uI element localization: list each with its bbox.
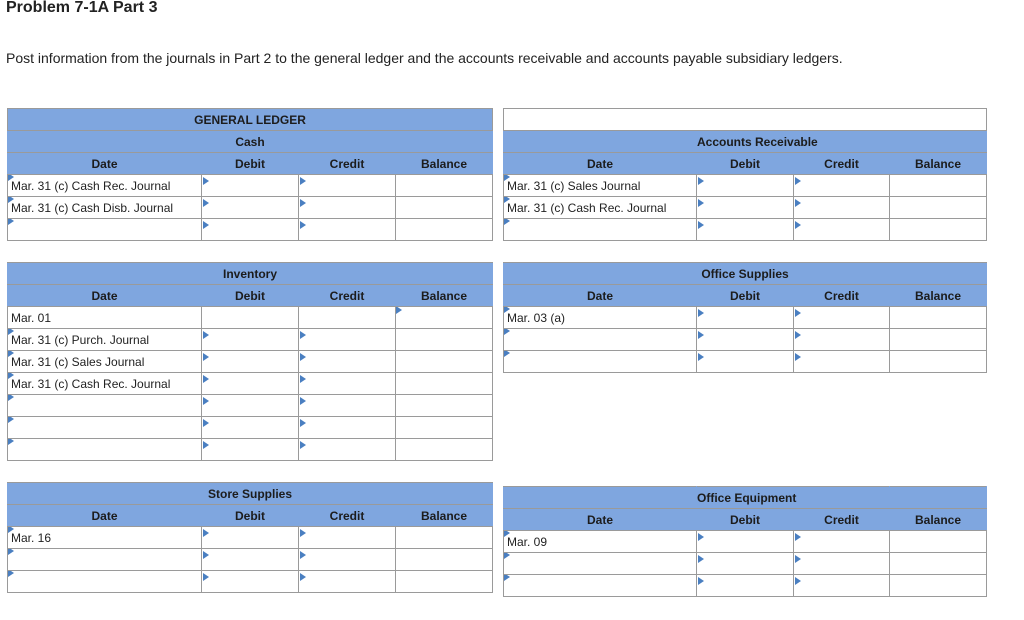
dropdown-arrow-icon	[795, 331, 801, 339]
dropdown-arrow-icon	[504, 329, 510, 336]
cash-debit-input[interactable]	[202, 175, 299, 197]
office-supplies-balance-header: Balance	[890, 285, 987, 307]
cash-credit-input[interactable]	[299, 197, 396, 219]
office-equipment-credit-header: Credit	[794, 509, 890, 531]
cash-balance-input[interactable]	[396, 175, 493, 197]
office-equipment-debit-input[interactable]	[697, 553, 794, 575]
dropdown-arrow-icon	[300, 375, 306, 383]
ar-row-3	[504, 219, 987, 241]
inventory-balance-input[interactable]	[396, 307, 493, 329]
dropdown-arrow-icon	[8, 351, 14, 358]
ar-debit-input[interactable]	[697, 197, 794, 219]
inventory-credit-input[interactable]	[299, 373, 396, 395]
office-supplies-credit-input[interactable]	[794, 329, 890, 351]
office-equipment-credit-input[interactable]	[794, 553, 890, 575]
dropdown-arrow-icon	[8, 417, 14, 424]
office-supplies-row-1	[504, 307, 987, 329]
office-equipment-row-1	[504, 531, 987, 553]
cash-account-name: Cash	[202, 131, 299, 153]
office-equipment-date-cell[interactable]	[504, 553, 697, 575]
office-equipment-debit-input[interactable]	[697, 575, 794, 597]
dropdown-arrow-icon	[203, 573, 209, 581]
instructions-text: Post information from the journals in Part 2 to the general ledger and the accounts receivable and accounts payable subsidiary ledgers.	[6, 50, 843, 66]
store-supplies-date-cell[interactable]	[8, 549, 202, 571]
dropdown-arrow-icon	[300, 221, 306, 229]
office-supplies-credit-input[interactable]	[794, 307, 890, 329]
dropdown-arrow-icon	[8, 527, 14, 534]
dropdown-arrow-icon	[795, 221, 801, 229]
dropdown-arrow-icon	[795, 555, 801, 563]
dropdown-arrow-icon	[504, 219, 510, 226]
dropdown-arrow-icon	[203, 551, 209, 559]
dropdown-arrow-icon	[504, 553, 510, 560]
ar-debit-input[interactable]	[697, 219, 794, 241]
ar-debit-input[interactable]	[697, 175, 794, 197]
inventory-date-cell[interactable]	[8, 395, 202, 417]
dropdown-arrow-icon	[698, 353, 704, 361]
office-supplies-debit-input[interactable]	[697, 329, 794, 351]
dropdown-arrow-icon	[203, 221, 209, 229]
office-supplies-balance-input[interactable]	[890, 351, 987, 373]
inventory-date-cell[interactable]: Mar. 31 (c) Cash Rec. Journal	[8, 373, 202, 395]
store-supplies-debit-input[interactable]	[202, 549, 299, 571]
dropdown-arrow-icon	[698, 177, 704, 185]
dropdown-arrow-icon	[698, 221, 704, 229]
dropdown-arrow-icon	[795, 177, 801, 185]
dropdown-arrow-icon	[203, 441, 209, 449]
dropdown-arrow-icon	[8, 549, 14, 556]
dropdown-arrow-icon	[8, 439, 14, 446]
inventory-balance-input[interactable]	[396, 417, 493, 439]
dropdown-arrow-icon	[203, 375, 209, 383]
cash-balance-input[interactable]	[396, 219, 493, 241]
inventory-date-cell[interactable]: Mar. 31 (c) Sales Journal	[8, 351, 202, 373]
office-supplies-account-name: Office Supplies	[697, 263, 794, 285]
dropdown-arrow-icon	[795, 533, 801, 541]
office-equipment-balance-input[interactable]	[890, 531, 987, 553]
dropdown-arrow-icon	[203, 199, 209, 207]
page-title: Problem 7-1A Part 3	[6, 0, 158, 16]
store-supplies-date-cell[interactable]: Mar. 16	[8, 527, 202, 549]
inventory-balance-input[interactable]	[396, 373, 493, 395]
inventory-credit-input[interactable]	[299, 439, 396, 461]
dropdown-arrow-icon	[698, 533, 704, 541]
dropdown-arrow-icon	[300, 441, 306, 449]
office-equipment-date-cell[interactable]: Mar. 09	[504, 531, 697, 553]
office-supplies-debit-input[interactable]	[697, 307, 794, 329]
store-supplies-balance-header: Balance	[396, 505, 493, 527]
inventory-credit-input[interactable]	[299, 395, 396, 417]
dropdown-arrow-icon	[300, 331, 306, 339]
ar-credit-header: Credit	[794, 153, 890, 175]
ar-row-1	[504, 175, 987, 197]
store-supplies-debit-input[interactable]	[202, 571, 299, 593]
dropdown-arrow-icon	[8, 571, 14, 578]
inventory-account-name: Inventory	[202, 263, 299, 285]
inventory-row-5	[8, 395, 493, 417]
office-supplies-debit-input[interactable]	[697, 351, 794, 373]
office-supplies-date-header: Date	[504, 285, 697, 307]
inventory-debit-input[interactable]	[202, 351, 299, 373]
inventory-row-3	[8, 351, 493, 373]
inventory-row-4	[8, 373, 493, 395]
ar-date-header: Date	[504, 153, 697, 175]
store-supplies-balance-input[interactable]	[396, 527, 493, 549]
dropdown-arrow-icon	[300, 573, 306, 581]
dropdown-arrow-icon	[504, 307, 510, 314]
dropdown-arrow-icon	[8, 175, 14, 182]
inventory-credit-input[interactable]	[299, 351, 396, 373]
office-supplies-balance-input[interactable]	[890, 329, 987, 351]
dropdown-arrow-icon	[8, 197, 14, 204]
inventory-date-cell[interactable]: Mar. 01	[8, 307, 202, 329]
cash-date-cell[interactable]: Mar. 31 (c) Cash Disb. Journal	[8, 197, 202, 219]
cash-debit-header: Debit	[202, 153, 299, 175]
dropdown-arrow-icon	[795, 199, 801, 207]
inventory-balance-input[interactable]	[396, 439, 493, 461]
ar-balance-header: Balance	[890, 153, 987, 175]
inventory-debit-input[interactable]	[202, 329, 299, 351]
cash-balance-input[interactable]	[396, 197, 493, 219]
inventory-balance-input[interactable]	[396, 351, 493, 373]
inventory-credit-input[interactable]	[299, 329, 396, 351]
office-equipment-date-cell[interactable]	[504, 575, 697, 597]
store-supplies-credit-input[interactable]	[299, 549, 396, 571]
office-equipment-debit-header: Debit	[697, 509, 794, 531]
dropdown-arrow-icon	[795, 353, 801, 361]
office-supplies-debit-header: Debit	[697, 285, 794, 307]
dropdown-arrow-icon	[300, 419, 306, 427]
office-equipment-account-name: Office Equipment	[697, 487, 890, 509]
ar-row-2	[504, 197, 987, 219]
office-supplies-date-cell[interactable]	[504, 329, 697, 351]
dropdown-arrow-icon	[203, 177, 209, 185]
office-equipment-credit-input[interactable]	[794, 575, 890, 597]
ar-balance-input[interactable]	[890, 175, 987, 197]
cash-row-1	[8, 175, 493, 197]
dropdown-arrow-icon	[504, 531, 510, 538]
dropdown-arrow-icon	[698, 199, 704, 207]
store-supplies-balance-input[interactable]	[396, 571, 493, 593]
inventory-debit-input[interactable]	[202, 395, 299, 417]
cash-date-header: Date	[8, 153, 202, 175]
office-equipment-credit-input[interactable]	[794, 531, 890, 553]
office-equipment-date-header: Date	[504, 509, 697, 531]
dropdown-arrow-icon	[698, 309, 704, 317]
general-ledger-heading: GENERAL LEDGER	[8, 109, 493, 131]
ar-credit-input[interactable]	[794, 175, 890, 197]
office-equipment-balance-input[interactable]	[890, 553, 987, 575]
inventory-debit-header: Debit	[202, 285, 299, 307]
dropdown-arrow-icon	[300, 529, 306, 537]
inventory-debit-input[interactable]	[202, 439, 299, 461]
accounts-receivable-account-name: Accounts Receivable	[697, 131, 890, 153]
office-supplies-date-cell[interactable]: Mar. 03 (a)	[504, 307, 697, 329]
office-supplies-balance-input[interactable]	[890, 307, 987, 329]
dropdown-arrow-icon	[300, 551, 306, 559]
inventory-row-2	[8, 329, 493, 351]
dropdown-arrow-icon	[504, 351, 510, 358]
inventory-balance-input[interactable]	[396, 329, 493, 351]
store-supplies-date-header: Date	[8, 505, 202, 527]
inventory-balance-header: Balance	[396, 285, 493, 307]
ar-debit-header: Debit	[697, 153, 794, 175]
dropdown-arrow-icon	[396, 307, 402, 315]
dropdown-arrow-icon	[795, 309, 801, 317]
dropdown-arrow-icon	[300, 397, 306, 405]
cash-debit-input[interactable]	[202, 197, 299, 219]
cash-balance-header: Balance	[396, 153, 493, 175]
store-supplies-account-name: Store Supplies	[202, 483, 299, 505]
ar-credit-input[interactable]	[794, 197, 890, 219]
store-supplies-row-1	[8, 527, 493, 549]
store-supplies-debit-header: Debit	[202, 505, 299, 527]
general-ledger-table	[7, 108, 493, 593]
cash-credit-input[interactable]	[299, 175, 396, 197]
inventory-balance-input[interactable]	[396, 395, 493, 417]
store-supplies-debit-input[interactable]	[202, 527, 299, 549]
inventory-credit-input[interactable]	[299, 307, 396, 329]
office-equipment-balance-input[interactable]	[890, 575, 987, 597]
cash-row-2	[8, 197, 493, 219]
inventory-debit-input[interactable]	[202, 307, 299, 329]
dropdown-arrow-icon	[203, 397, 209, 405]
cash-credit-input[interactable]	[299, 219, 396, 241]
dropdown-arrow-icon	[300, 353, 306, 361]
inventory-row-7	[8, 439, 493, 461]
inventory-date-header: Date	[8, 285, 202, 307]
cash-date-cell[interactable]	[8, 219, 202, 241]
dropdown-arrow-icon	[8, 219, 14, 226]
dropdown-arrow-icon	[795, 577, 801, 585]
store-supplies-credit-header: Credit	[299, 505, 396, 527]
store-supplies-credit-input[interactable]	[299, 571, 396, 593]
dropdown-arrow-icon	[300, 177, 306, 185]
inventory-row-1	[8, 307, 493, 329]
cash-credit-header: Credit	[299, 153, 396, 175]
inventory-date-cell[interactable]	[8, 439, 202, 461]
inventory-credit-input[interactable]	[299, 417, 396, 439]
dropdown-arrow-icon	[203, 529, 209, 537]
cash-debit-input[interactable]	[202, 219, 299, 241]
office-equipment-row-3	[504, 575, 987, 597]
cash-date-cell[interactable]: Mar. 31 (c) Cash Rec. Journal	[8, 175, 202, 197]
inventory-date-cell[interactable]: Mar. 31 (c) Purch. Journal	[8, 329, 202, 351]
office-supplies-date-cell[interactable]	[504, 351, 697, 373]
office-supplies-credit-input[interactable]	[794, 351, 890, 373]
inventory-debit-input[interactable]	[202, 417, 299, 439]
ar-balance-input[interactable]	[890, 219, 987, 241]
ar-date-cell[interactable]: Mar. 31 (c) Sales Journal	[504, 175, 697, 197]
office-supplies-row-3	[504, 351, 987, 373]
inventory-date-cell[interactable]	[8, 417, 202, 439]
ar-date-cell[interactable]: Mar. 31 (c) Cash Rec. Journal	[504, 197, 697, 219]
right-top-blank	[504, 109, 987, 131]
dropdown-arrow-icon	[203, 331, 209, 339]
cash-row-3	[8, 219, 493, 241]
dropdown-arrow-icon	[300, 199, 306, 207]
dropdown-arrow-icon	[8, 395, 14, 402]
office-equipment-debit-input[interactable]	[697, 531, 794, 553]
dropdown-arrow-icon	[8, 329, 14, 336]
office-equipment-table	[503, 486, 987, 597]
inventory-credit-header: Credit	[299, 285, 396, 307]
store-supplies-row-2	[8, 549, 493, 571]
dropdown-arrow-icon	[504, 197, 510, 204]
store-supplies-date-cell[interactable]	[8, 571, 202, 593]
ar-date-cell[interactable]	[504, 219, 697, 241]
office-supplies-credit-header: Credit	[794, 285, 890, 307]
store-supplies-balance-input[interactable]	[396, 549, 493, 571]
dropdown-arrow-icon	[8, 373, 14, 380]
office-equipment-row-2	[504, 553, 987, 575]
ar-balance-input[interactable]	[890, 197, 987, 219]
dropdown-arrow-icon	[698, 555, 704, 563]
right-ledger-table	[503, 108, 987, 373]
inventory-row-6	[8, 417, 493, 439]
ar-credit-input[interactable]	[794, 219, 890, 241]
dropdown-arrow-icon	[698, 577, 704, 585]
dropdown-arrow-icon	[203, 353, 209, 361]
dropdown-arrow-icon	[504, 575, 510, 582]
store-supplies-credit-input[interactable]	[299, 527, 396, 549]
office-equipment-balance-header: Balance	[890, 509, 987, 531]
office-supplies-row-2	[504, 329, 987, 351]
dropdown-arrow-icon	[203, 419, 209, 427]
inventory-debit-input[interactable]	[202, 373, 299, 395]
dropdown-arrow-icon	[698, 331, 704, 339]
store-supplies-row-3	[8, 571, 493, 593]
dropdown-arrow-icon	[504, 175, 510, 182]
